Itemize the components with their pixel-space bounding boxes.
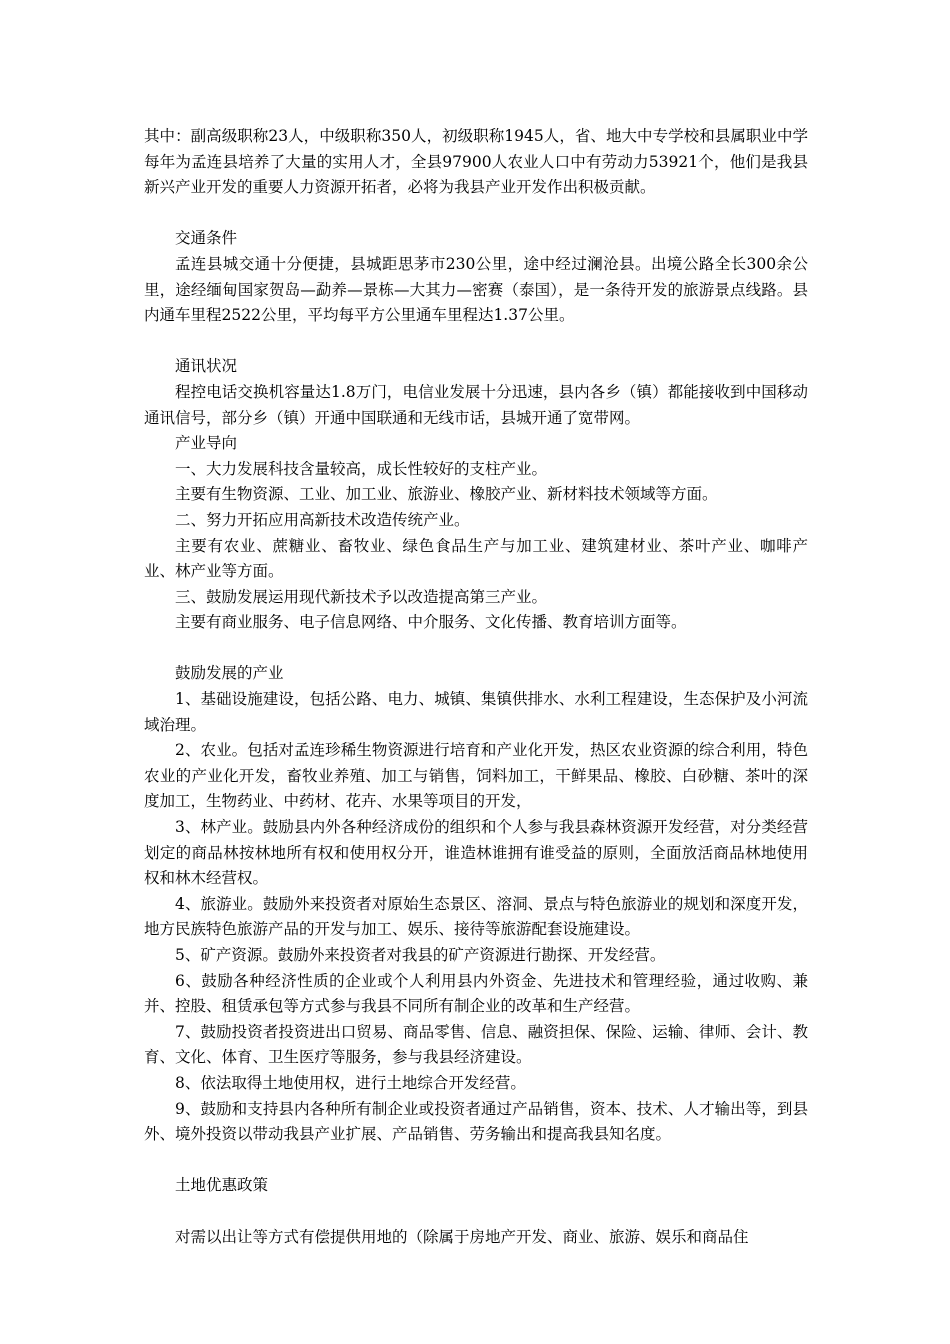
paragraph-guide-1-detail: 主要有生物资源、工业、加工业、旅游业、橡胶产业、新材料技术领域等方面。	[175, 485, 718, 504]
paragraph-traffic: 孟连县城交通十分便捷，县城距思茅市230公里，途中经过澜沧县。出境公路全长300余公里，途经缅甸国家贺岛—勐养—景栋—大其力—密赛（泰国），是一条待开发的旅游景点线路。县内通车里程2522公里，平均每平方公里通车里程达1.37公里。	[144, 254, 808, 325]
heading-communication: 通讯状况	[175, 357, 238, 376]
paragraph-talent: 其中：副高级职称23人，中级职称350人，初级职称1945人，省、地大中专学校和县属职业中学每年为孟连县培养了大量的实用人才，全县97900人农业人口中有劳动力53921个，他们是我县新兴产业开发的重要人力资源开拓者，必将为我县产业开发作出积极贡献。	[144, 127, 808, 197]
document-body	[144, 124, 808, 1250]
paragraph-guide-2-detail: 主要有农业、蔗糖业、畜牧业、绿色食品生产与加工业、建筑建材业、茶叶产业、咖啡产业、林产业等方面。	[144, 536, 808, 581]
heading-industry-guide: 产业导向	[175, 434, 238, 453]
paragraph-item-3: 3、林产业。鼓励县内外各种经济成份的组织和个人参与我县森林资源开发经营，对分类经营划定的商品林按林地所有权和使用权分开，谁造林谁拥有谁受益的原则，全面放活商品林地使用权和林木经营权。	[144, 818, 808, 888]
paragraph-land-policy: 对需以出让等方式有偿提供用地的（除属于房地产开发、商业、旅游、娱乐和商品住	[175, 1227, 749, 1246]
paragraph-item-5: 5、矿产资源。鼓励外来投资者对我县的矿产资源进行勘探、开发经营。	[175, 946, 666, 964]
heading-land-policy: 土地优惠政策	[175, 1176, 269, 1195]
heading-traffic: 交通条件	[175, 229, 238, 248]
blank-line	[144, 636, 808, 662]
paragraph-item-4: 4、旅游业。鼓励外来投资者对原始生态景区、溶洞、景点与特色旅游业的规划和深度开发，地方民族特色旅游产品的开发与加工、娱乐、接待等旅游配套设施建设。	[144, 894, 808, 939]
paragraph-guide-3: 三、鼓励发展运用现代新技术予以改造提高第三产业。	[175, 587, 548, 606]
paragraph-item-7: 7、鼓励投资者投资进出口贸易、商品零售、信息、融资担保、保险、运输、律师、会计、教育、文化、体育、卫生医疗等服务，参与我县经济建设。	[144, 1022, 808, 1067]
paragraph-guide-2: 二、努力开拓应用高新技术改造传统产业。	[175, 510, 470, 529]
paragraph-guide-3-detail: 主要有商业服务、电子信息网络、中介服务、文化传播、教育培训方面等。	[175, 613, 687, 632]
blank-line	[144, 1148, 808, 1174]
blank-line	[144, 329, 808, 355]
heading-encouraged-industries: 鼓励发展的产业	[175, 664, 284, 683]
paragraph-communication: 程控电话交换机容量达1.8万门，电信业发展十分迅速，县内各乡（镇）都能接收到中国移动通讯信号，部分乡（镇）开通中国联通和无线市话，县城开通了宽带网。	[144, 382, 808, 427]
paragraph-item-1: 1、基础设施建设，包括公路、电力、城镇、集镇供排水、水利工程建设，生态保护及小河流域治理。	[144, 690, 808, 734]
paragraph-item-9: 9、鼓励和支持县内各种所有制企业或投资者通过产品销售，资本、技术、人才输出等，到县外、境外投资以带动我县产业扩展、产品销售、劳务输出和提高我县知名度。	[144, 1099, 808, 1144]
paragraph-item-2: 2、农业。包括对孟连珍稀生物资源进行培育和产业化开发，热区农业资源的综合利用，特色农业的产业化开发，畜牧业养殖、加工与销售，饲料加工，干鲜果品、橡胶、白砂糖、茶叶的深度加工，生物药业、中药材、花卉、水果等项目的开发，	[144, 741, 808, 811]
paragraph-guide-1: 一、大力发展科技含量较高，成长性较好的支柱产业。	[175, 459, 548, 478]
blank-line	[144, 201, 808, 227]
paragraph-item-8: 8、依法取得土地使用权，进行土地综合开发经营。	[175, 1073, 526, 1092]
paragraph-item-6: 6、鼓励各种经济性质的企业或个人利用县内外资金、先进技术和管理经验，通过收购、兼并、控股、租赁承包等方式参与我县不同所有制企业的改革和生产经营。	[144, 971, 808, 1016]
blank-line	[144, 1199, 808, 1225]
